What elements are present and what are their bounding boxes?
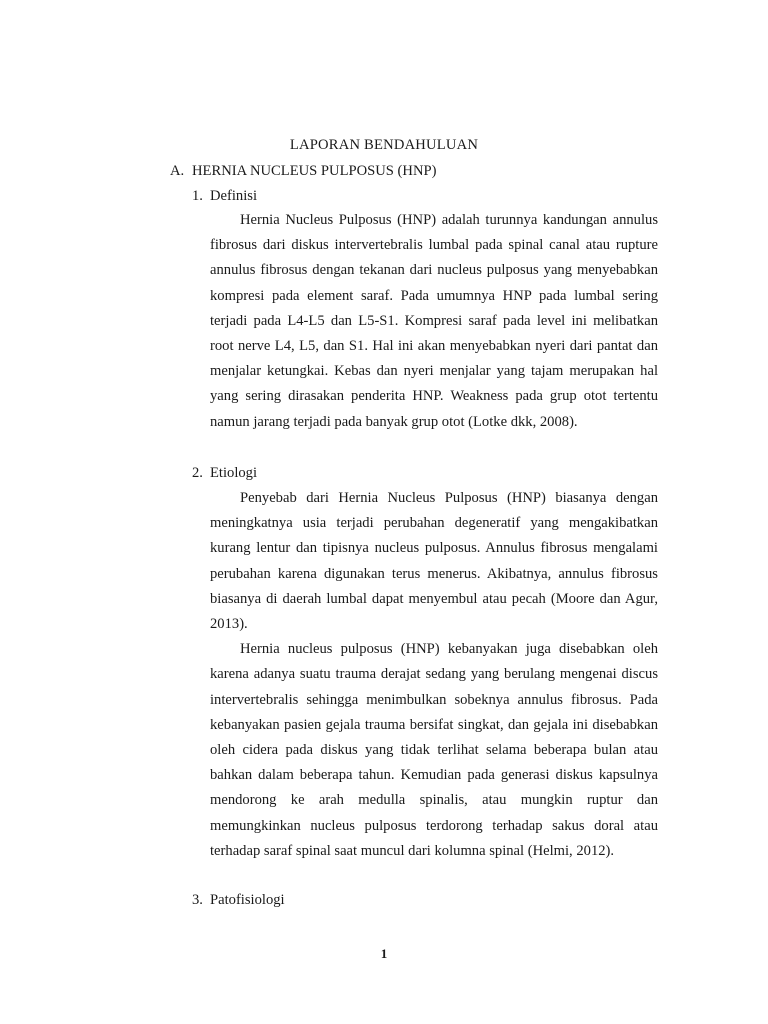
paragraph: Hernia Nucleus Pulposus (HNP) adalah turunnya kandungan annulus fibrosus dari diskus intervertebralis lumbal pada spinal canal atau rupture annulus fibrosus dengan tekanan dari nucleus pulposus yang menyebabkan kompresi pada element saraf. Pada umumnya HNP pada lumbal sering terjadi pada L4-L5 dan L5-S1. Kompresi saraf pada level ini melibatkan root nerve L4, L5, dan S1. Hal ini akan menyebabkan nyeri dari pantat dan menjalar ketungkai. Kebas dan nyeri menjalar yang tajam merupakan hal yang sering dirasakan penderita HNP. Weakness pada grup otot tertentu namun jarang terjadi pada banyak grup otot (Lotke dkk, 2008). xyxy=(210,212,658,430)
section-a-title: HERNIA NUCLEUS PULPOSUS (HNP) xyxy=(192,163,437,179)
subsection-definisi-heading xyxy=(192,188,257,205)
etiologi-body xyxy=(210,486,658,864)
subsection-marker: 3. xyxy=(192,892,203,908)
paragraph: Penyebab dari Hernia Nucleus Pulposus (HNP) biasanya dengan meningkatnya usia terjadi perubahan degeneratif yang mengakibatkan kurang lentur dan tipisnya nucleus pulposus. Annulus fibrosus mengalami perubahan karena digunakan terus menerus. Akibatnya, annulus fibrosus biasanya di daerah lumbal dapat menyembul atau pecah (Moore dan Agur, 2013). xyxy=(210,490,658,633)
definisi-body xyxy=(210,208,658,435)
section-a-marker: A. xyxy=(170,163,185,179)
section-a-heading xyxy=(170,163,436,180)
subsection-patofisiologi-heading xyxy=(192,892,285,909)
document-title: LAPORAN BENDAHULUAN xyxy=(289,137,479,153)
subsection-title: Etiologi xyxy=(210,465,258,481)
subsection-title: Definisi xyxy=(210,188,258,204)
subsection-etiologi-heading xyxy=(192,465,257,482)
paragraph: Hernia nucleus pulposus (HNP) kebanyakan juga disebabkan oleh karena adanya suatu trauma derajat sedang yang berulang mengenai discus intervertebralis sehingga menimbulkan sobeknya annulus fibrosus. Pada kebanyakan pasien gejala trauma bersifat singkat, dan gejala ini disebabkan oleh cidera pada diskus yang tidak terlihat selama beberapa bulan atau bahkan dalam beberapa tahun. Kemudian pada generasi diskus kapsulnya mendorong ke arah medulla spinalis, atau mungkin ruptur dan memungkinkan nucleus pulposus terdorong terhadap sakus doral atau terhadap saraf spinal saat muncul dari kolumna spinal (Helmi, 2012). xyxy=(210,641,658,859)
page-number: 1 xyxy=(380,946,388,961)
subsection-marker: 2. xyxy=(192,465,203,481)
subsection-marker: 1. xyxy=(192,188,203,204)
subsection-title: Patofisiologi xyxy=(210,892,285,908)
